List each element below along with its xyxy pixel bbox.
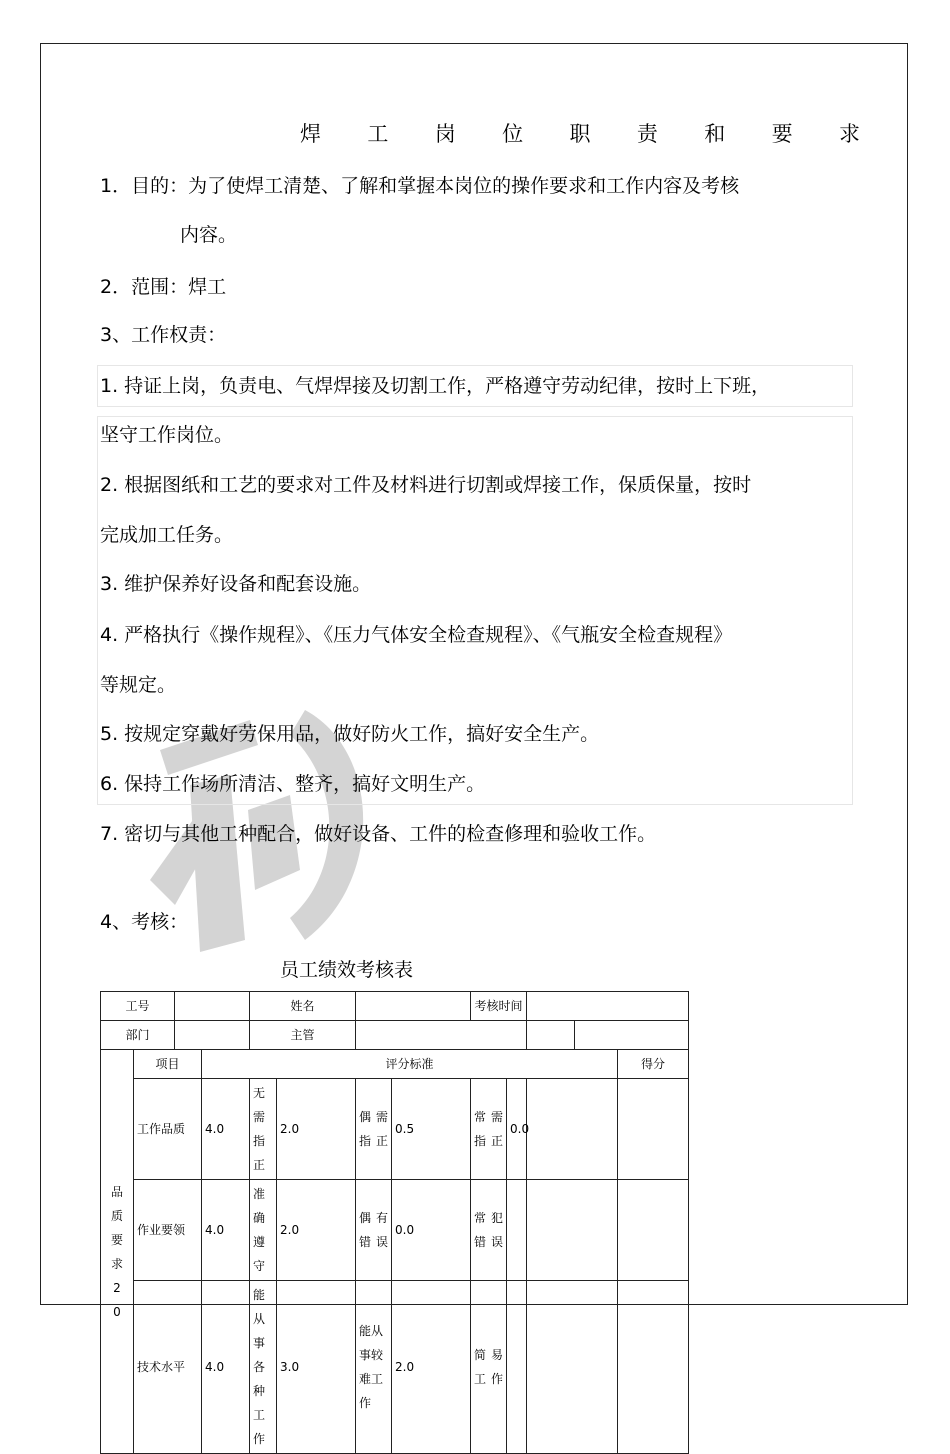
supervisor-value[interactable] <box>356 1021 527 1050</box>
row-score: 2.0 <box>277 1180 356 1281</box>
row-score: 2.0 <box>277 1079 356 1180</box>
title-char: 责 <box>636 122 658 146</box>
assess-time-value[interactable] <box>527 992 689 1021</box>
department-value[interactable] <box>175 1021 250 1050</box>
header-row-2 <box>101 1021 689 1050</box>
row-desc: 能从事较难工作 <box>356 1281 392 1454</box>
label-department: 部门 <box>101 1021 175 1050</box>
row-score: 0.0 <box>507 1079 527 1180</box>
duty-line: 等规定。 <box>100 674 177 696</box>
label-supervisor: 主管 <box>250 1021 356 1050</box>
label-score: 得分 <box>618 1050 689 1079</box>
label-assess-time: 考核时间 <box>471 992 527 1021</box>
row-item: 技术水平 <box>134 1281 202 1454</box>
blank-cell <box>527 1079 618 1180</box>
row-score: 4.0 <box>202 1079 250 1180</box>
duty-line: 2. 根据图纸和工艺的要求对工件及材料进行切割或焊接工作，保质保量，按时 <box>100 474 752 496</box>
blank-cell <box>527 1281 618 1454</box>
purpose-line2: 内容。 <box>180 224 238 246</box>
title-char: 求 <box>839 122 860 146</box>
blank-cell <box>575 1021 689 1050</box>
row-score <box>507 1180 527 1281</box>
title-char: 工 <box>367 122 389 146</box>
row-desc: 简易工作 <box>471 1281 507 1454</box>
group-label-text: 品质要求20 <box>111 1184 124 1319</box>
row-score: 3.0 <box>277 1281 356 1454</box>
row-score: 4.0 <box>202 1281 250 1454</box>
title-char: 和 <box>704 122 726 146</box>
blank-cell <box>618 1180 689 1281</box>
label-item: 项目 <box>134 1050 202 1079</box>
performance-table <box>100 991 689 1454</box>
duty-line: 7. 密切与其他工种配合，做好设备、工件的检查修理和验收工作。 <box>100 823 657 845</box>
title-char: 职 <box>569 122 591 146</box>
duty-line: 5. 按规定穿戴好劳保用品，做好防火工作，搞好安全生产。 <box>100 723 600 745</box>
name-value[interactable] <box>356 992 471 1021</box>
column-header-row <box>101 1050 689 1079</box>
row-item: 工作品质 <box>134 1079 202 1180</box>
blank-cell <box>618 1079 689 1180</box>
row-desc: 常需指正 <box>471 1079 507 1180</box>
title-char: 要 <box>771 122 793 146</box>
assess-heading: 4、考核： <box>100 911 189 933</box>
employee-no-value[interactable] <box>175 992 250 1021</box>
duty-line: 坚守工作岗位。 <box>100 424 234 446</box>
blank-cell <box>527 1180 618 1281</box>
duty-line: 1. 持证上岗，负责电、气焊焊接及切割工作，严格遵守劳动纪律，按时上下班， <box>100 375 771 397</box>
row-score: 2.0 <box>392 1281 471 1454</box>
title-char: 岗 <box>434 122 456 146</box>
table-row <box>101 1180 689 1281</box>
duty-line: 3. 维护保养好设备和配套设施。 <box>100 573 372 595</box>
row-desc: 偶有错误 <box>356 1180 392 1281</box>
table-caption: 员工绩效考核表 <box>280 959 414 981</box>
purpose-line1: 1．目的：为了使焊工清楚、了解和掌握本岗位的操作要求和工作内容及考核 <box>100 175 740 197</box>
row-score <box>507 1281 527 1454</box>
document-title <box>300 118 860 148</box>
row-score: 0.5 <box>392 1079 471 1180</box>
row-desc: 准确遵守 <box>250 1180 277 1281</box>
row-item: 作业要领 <box>134 1180 202 1281</box>
row-score: 0.0 <box>392 1180 471 1281</box>
table-row <box>101 1281 689 1454</box>
duties-heading: 3、工作权责： <box>100 324 227 346</box>
row-desc: 能从事各种工作 <box>250 1281 277 1454</box>
table-row <box>101 1079 689 1180</box>
row-desc: 偶需指正 <box>356 1079 392 1180</box>
label-name: 姓名 <box>250 992 356 1021</box>
header-row-1 <box>101 992 689 1021</box>
duty-line: 4. 严格执行《操作规程》、《压力气体安全检查规程》、《气瓶安全检查规程》 <box>100 624 733 646</box>
scope-line: 2．范围：焊工 <box>100 276 227 298</box>
duty-line: 完成加工任务。 <box>100 524 234 546</box>
blank-cell <box>527 1021 575 1050</box>
label-employee-no: 工号 <box>101 992 175 1021</box>
group-label <box>101 1050 134 1454</box>
row-score: 4.0 <box>202 1180 250 1281</box>
title-char: 位 <box>502 122 524 146</box>
label-criteria: 评分标准 <box>202 1050 618 1079</box>
row-desc: 常犯错误 <box>471 1180 507 1281</box>
row-desc: 无需指正 <box>250 1079 277 1180</box>
blank-cell <box>618 1281 689 1454</box>
duty-line: 6. 保持工作场所清洁、整齐，搞好文明生产。 <box>100 773 486 795</box>
title-char: 焊 <box>300 122 321 146</box>
